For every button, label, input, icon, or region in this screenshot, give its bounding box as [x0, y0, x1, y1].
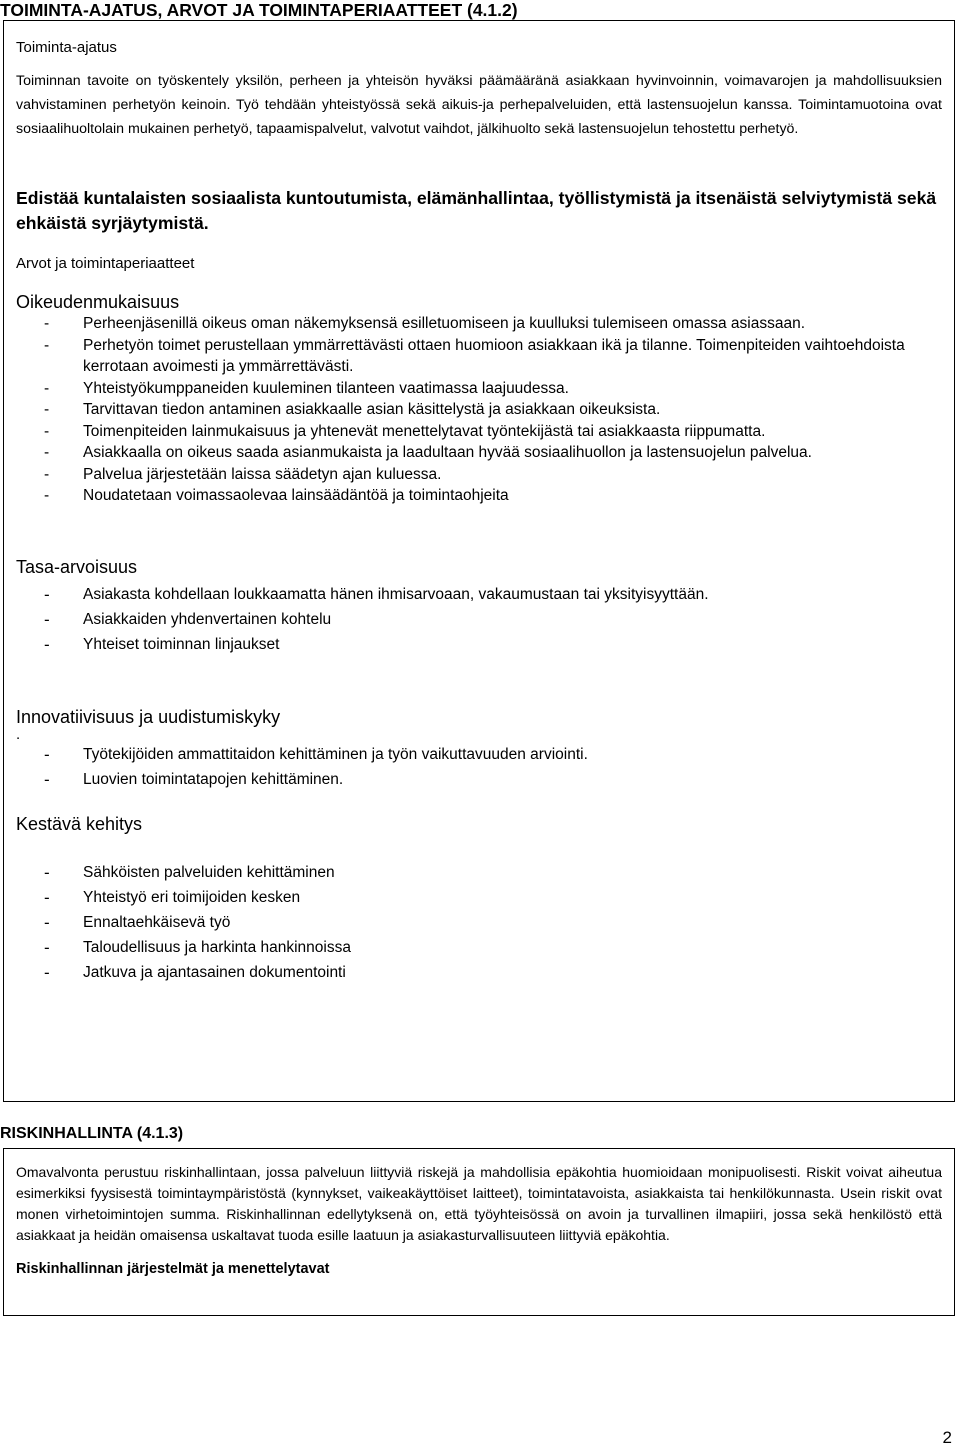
- riskinhallinta-paragraph: Omavalvonta perustuu riskinhallintaan, jossa palveluun liittyviä riskejä ja mahdollisia epäkohtia huomioidaan monipuolisesti. Riskit voivat aiheutua esimerkiksi fyysisestä toimintaympäristöstä (kynnykset, vaikeakäyttöiset laitteet), toimintatavoista, asiakkaista tai henkilökunnasta. Usein riskit ovat monen virhetoimintojen summa. Riskinhallinnan edellytyksenä on, että työyhteisössä on avoin ja turvallinen ilmapiiri, jossa sekä henkilöstö että asiakkaat ja heidän omaisensa uskaltavat tuoda esille laatuun ja asiakasturvallisuuteen liittyviä epäkohtia.: [16, 1164, 942, 1243]
- oikeudenmukaisuus-heading: Oikeudenmukaisuus: [16, 292, 180, 312]
- list-item-text: Luovien toimintatapojen kehittäminen.: [83, 770, 344, 788]
- dash-bullet: -: [44, 465, 50, 483]
- list-item: [16, 607, 942, 632]
- list-item-text: Palvelua järjestetään laissa säädetyn ajan kuluessa.: [83, 465, 442, 483]
- list-item: [16, 935, 942, 960]
- list-item-text: Tarvittavan tiedon antaminen asiakkaalle asian käsittelystä ja asiakkaan oikeuksista.: [83, 401, 661, 418]
- dash-bullet: -: [44, 422, 50, 440]
- dash-bullet: -: [44, 444, 50, 461]
- list-item-text: Yhteistyö eri toimijoiden kesken: [83, 888, 301, 906]
- riskinhallinta-title: RISKINHALLINTA (4.1.3): [0, 1125, 184, 1142]
- oikeudenmukaisuus-list: [16, 313, 942, 507]
- list-item-text: Taloudellisuus ja harkinta hankinnoissa: [83, 938, 351, 956]
- page-number: 2: [942, 1428, 952, 1447]
- list-item: [16, 313, 942, 335]
- dash-bullet: -: [44, 887, 50, 907]
- list-item: [16, 485, 942, 507]
- list-item-text: Perheenjäsenillä oikeus oman näkemyksensä esilletuomiseen ja kuulluksi tulemiseen omassa asiassaan.: [83, 315, 805, 332]
- dash-bullet: -: [44, 487, 50, 504]
- page-title: TOIMINTA-AJATUS, ARVOT JA TOIMINTAPERIAATTEET (4.1.2): [0, 0, 518, 20]
- list-item: [16, 378, 942, 400]
- list-item-text: Työtekijöiden ammattitaidon kehittäminen ja työn vaikuttavuuden arviointi.: [83, 745, 588, 763]
- mission-statement: Edistää kuntalaisten sosiaalista kuntoutumista, elämänhallintaa, työllistymistä ja itsenäistä selviytymistä sekä ehkäistä syrjäytymistä.: [16, 188, 937, 233]
- dash-bullet: -: [44, 401, 50, 418]
- list-item: [16, 464, 942, 486]
- toiminta-ajatus-box: [3, 20, 955, 1102]
- list-item-text: Toimenpiteiden lainmukaisuus ja yhtenevät menettelytavat työntekijästä tai asiakkaasta riippumatta.: [83, 422, 766, 440]
- list-item: [16, 442, 942, 464]
- dash-bullet: -: [44, 379, 50, 397]
- list-item: [16, 399, 942, 421]
- innovatiivisuus-list: [16, 742, 942, 792]
- kestava-kehitys-list: [16, 860, 942, 985]
- list-item: [16, 767, 942, 792]
- tasa-arvoisuus-heading: Tasa-arvoisuus: [16, 556, 138, 577]
- list-item-text: Yhteistyökumppaneiden kuuleminen tilanteen vaatimassa laajuudessa.: [83, 379, 569, 397]
- dash-bullet: -: [44, 912, 50, 932]
- dash-bullet: -: [44, 609, 50, 629]
- riskinhallinta-subheading: Riskinhallinnan järjestelmät ja menettelytavat: [16, 1261, 330, 1277]
- toiminta-ajatus-label: Toiminta-ajatus: [16, 39, 117, 56]
- list-item-text: Jatkuva ja ajantasainen dokumentointi: [83, 963, 346, 981]
- toiminta-ajatus-paragraph: Toiminnan tavoite on työskentely yksilön, perheen ja yhteisön hyväksi päämääränä asiakkaan hyvinvoinnin, voimavarojen ja mahdollisuuksien vahvistaminen perhetyön keinoin. Työ tehdään yhteistyössä sekä aikuis-ja perhepalveluiden, että lastensuojelun kanssa. Toimintamuotoina ovat sosiaalihuoltolain mukainen perhetyö, tapaamispalvelut, valvotut vaihdot, jälkihuolto sekä lastensuojelun tehostettu perhetyö.: [16, 73, 942, 137]
- list-item-text: Ennaltaehkäisevä työ: [83, 913, 231, 931]
- list-item: [16, 885, 942, 910]
- list-item: [16, 335, 942, 378]
- list-item-text: Noudatetaan voimassaolevaa lainsäädäntöä ja toimintaohjeita: [83, 487, 509, 504]
- list-item-text: Asiakkaiden yhdenvertainen kohtelu: [83, 610, 332, 628]
- list-item-text: Asiakkaalla on oikeus saada asianmukaista ja laadultaan hyvää sosiaalihuollon ja lastensuojelun palvelua.: [83, 444, 812, 461]
- list-item-text: Perhetyön toimet perustellaan ymmärrettävästi ottaen huomioon asiakkaan ikä ja tilanne. Toimenpiteiden vaihtoehdoista kerrotaan avoimesti ja ymmärrettävästi.: [83, 336, 905, 375]
- stray-period: .: [16, 725, 21, 743]
- list-item: [16, 632, 942, 657]
- dash-bullet: -: [44, 862, 50, 882]
- dash-bullet: -: [44, 937, 50, 957]
- list-item: [16, 742, 942, 767]
- dash-bullet: -: [44, 744, 50, 764]
- list-item-text: Sähköisten palveluiden kehittäminen: [83, 863, 335, 881]
- arvot-label: Arvot ja toimintaperiaatteet: [16, 255, 195, 272]
- dash-bullet: -: [44, 336, 50, 354]
- list-item-text: Yhteiset toiminnan linjaukset: [83, 635, 280, 653]
- kestava-kehitys-heading: Kestävä kehitys: [16, 813, 143, 834]
- list-item: [16, 582, 942, 607]
- list-item-text: Asiakasta kohdellaan loukkaamatta hänen ihmisarvoaan, vakaumustaan tai yksityisyyttään.: [83, 585, 709, 603]
- riskinhallinta-box: [3, 1148, 955, 1316]
- list-item: [16, 860, 942, 885]
- dash-bullet: -: [44, 962, 50, 982]
- dash-bullet: -: [44, 584, 50, 604]
- list-item: [16, 421, 942, 443]
- dash-bullet: -: [44, 769, 50, 789]
- dash-bullet: -: [44, 634, 50, 654]
- dash-bullet: -: [44, 315, 50, 332]
- innovatiivisuus-heading: Innovatiivisuus ja uudistumiskyky: [16, 706, 281, 727]
- list-item: [16, 960, 942, 985]
- tasa-arvoisuus-list: [16, 582, 942, 657]
- list-item: [16, 910, 942, 935]
